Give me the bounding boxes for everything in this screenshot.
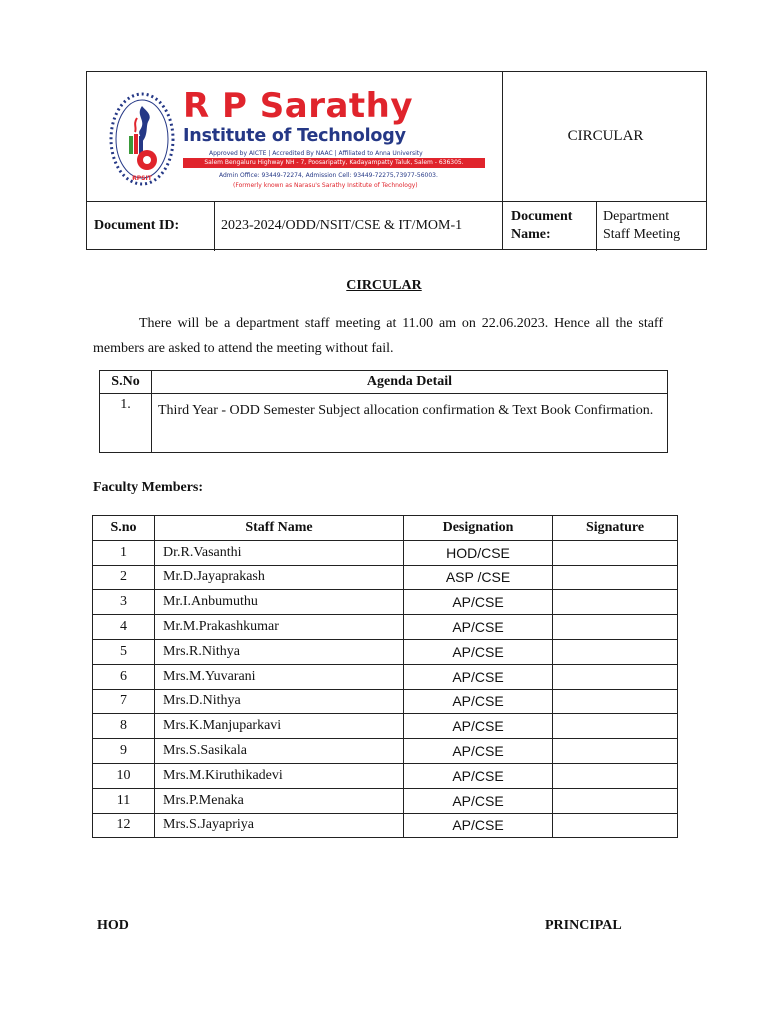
- staff-signature: [553, 590, 678, 615]
- staff-sno: 8: [93, 714, 155, 739]
- staff-table: [92, 515, 678, 838]
- staff-signature: [553, 565, 678, 590]
- agenda-table: [99, 370, 668, 453]
- staff-row: [93, 639, 678, 664]
- contact-text: Admin Office: 93449-72274, Admission Cell: 93449-72275,73977-56003.: [219, 172, 438, 179]
- staff-name: Mr.D.Jayaprakash: [155, 565, 404, 590]
- staff-name: Mrs.S.Sasikala: [155, 739, 404, 764]
- brand-name: R P Sarathy: [183, 86, 414, 126]
- intro-text: There will be a department staff meeting at 11.00 am on 22.06.2023. Hence all the staff members are asked to attend the meeting without fail.: [93, 316, 663, 356]
- staff-header-designation: Designation: [404, 516, 553, 541]
- staff-row: [93, 714, 678, 739]
- doc-name-value-2: Staff Meeting: [603, 227, 681, 242]
- staff-row: [93, 813, 678, 838]
- staff-sno: 11: [93, 788, 155, 813]
- staff-designation: AP/CSE: [404, 763, 553, 788]
- staff-row: [93, 565, 678, 590]
- staff-row: [93, 590, 678, 615]
- staff-name: Mrs.M.Kiruthikadevi: [155, 763, 404, 788]
- staff-designation: ASP /CSE: [404, 565, 553, 590]
- doc-name-label-2: Name:: [511, 227, 551, 242]
- staff-row: [93, 540, 678, 565]
- staff-sno: 7: [93, 689, 155, 714]
- staff-name: Mrs.D.Nithya: [155, 689, 404, 714]
- staff-designation: AP/CSE: [404, 664, 553, 689]
- staff-header-name: Staff Name: [155, 516, 404, 541]
- staff-designation: AP/CSE: [404, 788, 553, 813]
- staff-name: Dr.R.Vasanthi: [155, 540, 404, 565]
- staff-name: Mrs.S.Jayapriya: [155, 813, 404, 838]
- doc-name-value-1: Department: [603, 209, 670, 224]
- staff-row: [93, 689, 678, 714]
- staff-signature: [553, 639, 678, 664]
- staff-designation: AP/CSE: [404, 615, 553, 640]
- staff-sno: 10: [93, 763, 155, 788]
- staff-sno: 9: [93, 739, 155, 764]
- agenda-detail: Third Year - ODD Semester Subject allocation confirmation & Text Book Confirmation.: [152, 394, 668, 453]
- brand-subtitle: Institute of Technology: [183, 126, 406, 146]
- staff-designation: AP/CSE: [404, 689, 553, 714]
- document-header: [86, 71, 707, 250]
- agenda-header-detail: Agenda Detail: [152, 371, 668, 394]
- staff-signature: [553, 739, 678, 764]
- agenda-row: [100, 394, 668, 453]
- staff-name: Mrs.K.Manjuparkavi: [155, 714, 404, 739]
- institute-logo: [103, 84, 493, 194]
- staff-row: [93, 615, 678, 640]
- staff-sno: 12: [93, 813, 155, 838]
- doc-name-label-1: Document: [511, 209, 573, 224]
- staff-sno: 2: [93, 565, 155, 590]
- staff-sno: 4: [93, 615, 155, 640]
- staff-signature: [553, 664, 678, 689]
- approvals-text: Approved by AICTE | Accredited By NAAC | Affiliated to Anna University: [209, 150, 423, 157]
- circular-title: CIRCULAR: [346, 278, 422, 293]
- staff-name: Mrs.R.Nithya: [155, 639, 404, 664]
- staff-signature: [553, 813, 678, 838]
- staff-sno: 5: [93, 639, 155, 664]
- principal-signature-label: PRINCIPAL: [545, 918, 622, 933]
- staff-header-sno: S.no: [93, 516, 155, 541]
- staff-signature: [553, 714, 678, 739]
- staff-row: [93, 788, 678, 813]
- staff-header-signature: Signature: [553, 516, 678, 541]
- staff-signature: [553, 689, 678, 714]
- staff-signature: [553, 615, 678, 640]
- staff-sno: 3: [93, 590, 155, 615]
- staff-name: Mr.M.Prakashkumar: [155, 615, 404, 640]
- staff-row: [93, 763, 678, 788]
- staff-name: Mrs.M.Yuvarani: [155, 664, 404, 689]
- staff-designation: AP/CSE: [404, 639, 553, 664]
- institute-seal-icon: [107, 90, 177, 188]
- hod-signature-label: HOD: [97, 918, 129, 933]
- staff-designation: AP/CSE: [404, 739, 553, 764]
- staff-sno: 6: [93, 664, 155, 689]
- staff-designation: HOD/CSE: [404, 540, 553, 565]
- staff-designation: AP/CSE: [404, 590, 553, 615]
- agenda-header-sno: S.No: [100, 371, 152, 394]
- address-banner: Salem Bengaluru Highway NH - 7, Poosaripatty, Kadayampatty Taluk, Salem - 636305.: [183, 158, 485, 168]
- staff-name: Mr.I.Anbumuthu: [155, 590, 404, 615]
- agenda-sno: 1.: [100, 394, 152, 453]
- staff-signature: [553, 788, 678, 813]
- doc-id-label: Document ID:: [94, 218, 180, 233]
- faculty-members-label: Faculty Members:: [93, 480, 204, 495]
- intro-paragraph: [93, 311, 663, 361]
- formerly-text: (Formerly known as Narasu's Sarathy Institute of Technology): [233, 182, 418, 189]
- staff-signature: [553, 763, 678, 788]
- staff-designation: AP/CSE: [404, 813, 553, 838]
- staff-name: Mrs.P.Menaka: [155, 788, 404, 813]
- staff-signature: [553, 540, 678, 565]
- seal-text: RPSIT: [132, 175, 152, 182]
- doc-type-title: CIRCULAR: [567, 128, 644, 144]
- staff-row: [93, 739, 678, 764]
- staff-sno: 1: [93, 540, 155, 565]
- doc-id-value: 2023-2024/ODD/NSIT/CSE & IT/MOM-1: [221, 218, 463, 233]
- staff-row: [93, 664, 678, 689]
- staff-designation: AP/CSE: [404, 714, 553, 739]
